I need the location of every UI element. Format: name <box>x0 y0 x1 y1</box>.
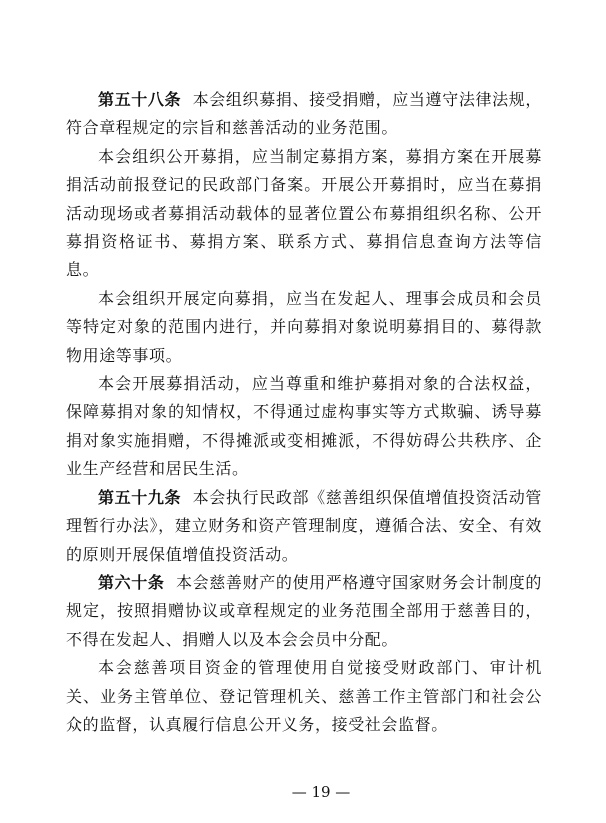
paragraph-article-59 <box>66 484 542 569</box>
page-number: — 19 — <box>291 783 351 801</box>
paragraph-public-fundraising <box>66 143 542 285</box>
paragraph-text: 本会组织公开募捐，应当制定募捐方案，募捐方案在开展募捐活动前报登记的民政部门备案。开展公开募捐时，应当在募捐活动现场或者募捐活动载体的显著位置公布募捐组织名称、公开募捐资格证书、募捐方案、联系方式、募捐信息查询方法等信息。 <box>66 146 542 280</box>
article-heading-59: 第五十九条 <box>98 487 182 507</box>
paragraph-text: 本会慈善财产的使用严格遵守国家财务会计制度的规定，按照捐赠协议或章程规定的业务范围全部用于慈善目的，不得在发起人、捐赠人以及本会会员中分配。 <box>66 572 543 649</box>
page-number-footer <box>0 783 606 801</box>
paragraph-text: 本会组织开展定向募捐，应当在发起人、理事会成员和会员等特定对象的范围内进行，并向募捐对象说明募捐目的、募得款物用途等事项。 <box>66 288 542 365</box>
paragraph-text: 本会组织募捐、接受捐赠，应当遵守法律法规，符合章程规定的宗旨和慈善活动的业务范围。 <box>66 90 542 138</box>
paragraph-article-58 <box>66 86 542 143</box>
paragraph-text: 本会慈善项目资金的管理使用自觉接受财政部门、审计机关、业务主管单位、登记管理机关、慈善工作主管部门和社会公众的监督，认真履行信息公开义务，接受社会监督。 <box>66 658 542 734</box>
paragraph-directed-fundraising <box>66 285 542 370</box>
article-heading-58: 第五十八条 <box>98 90 182 109</box>
paragraph-article-60 <box>66 569 542 654</box>
article-heading-60: 第六十条 <box>98 572 165 592</box>
paragraph-text: 本会执行民政部《慈善组织保值增值投资活动管理暂行办法》，建立财务和资产管理制度，遵循合法、安全、有效的原则开展保值增值投资活动。 <box>66 487 542 564</box>
paragraph-text: 本会开展募捐活动，应当尊重和维护募捐对象的合法权益，保障募捐对象的知情权，不得通过虚构事实等方式欺骗、诱导募捐对象实施捐赠，不得摊派或变相摊派，不得妨碍公共秩序、企业生产经营和居民生活。 <box>66 374 542 479</box>
paragraph-fund-supervision <box>66 654 542 739</box>
paragraph-donor-rights <box>66 370 542 484</box>
document-body <box>66 86 542 739</box>
